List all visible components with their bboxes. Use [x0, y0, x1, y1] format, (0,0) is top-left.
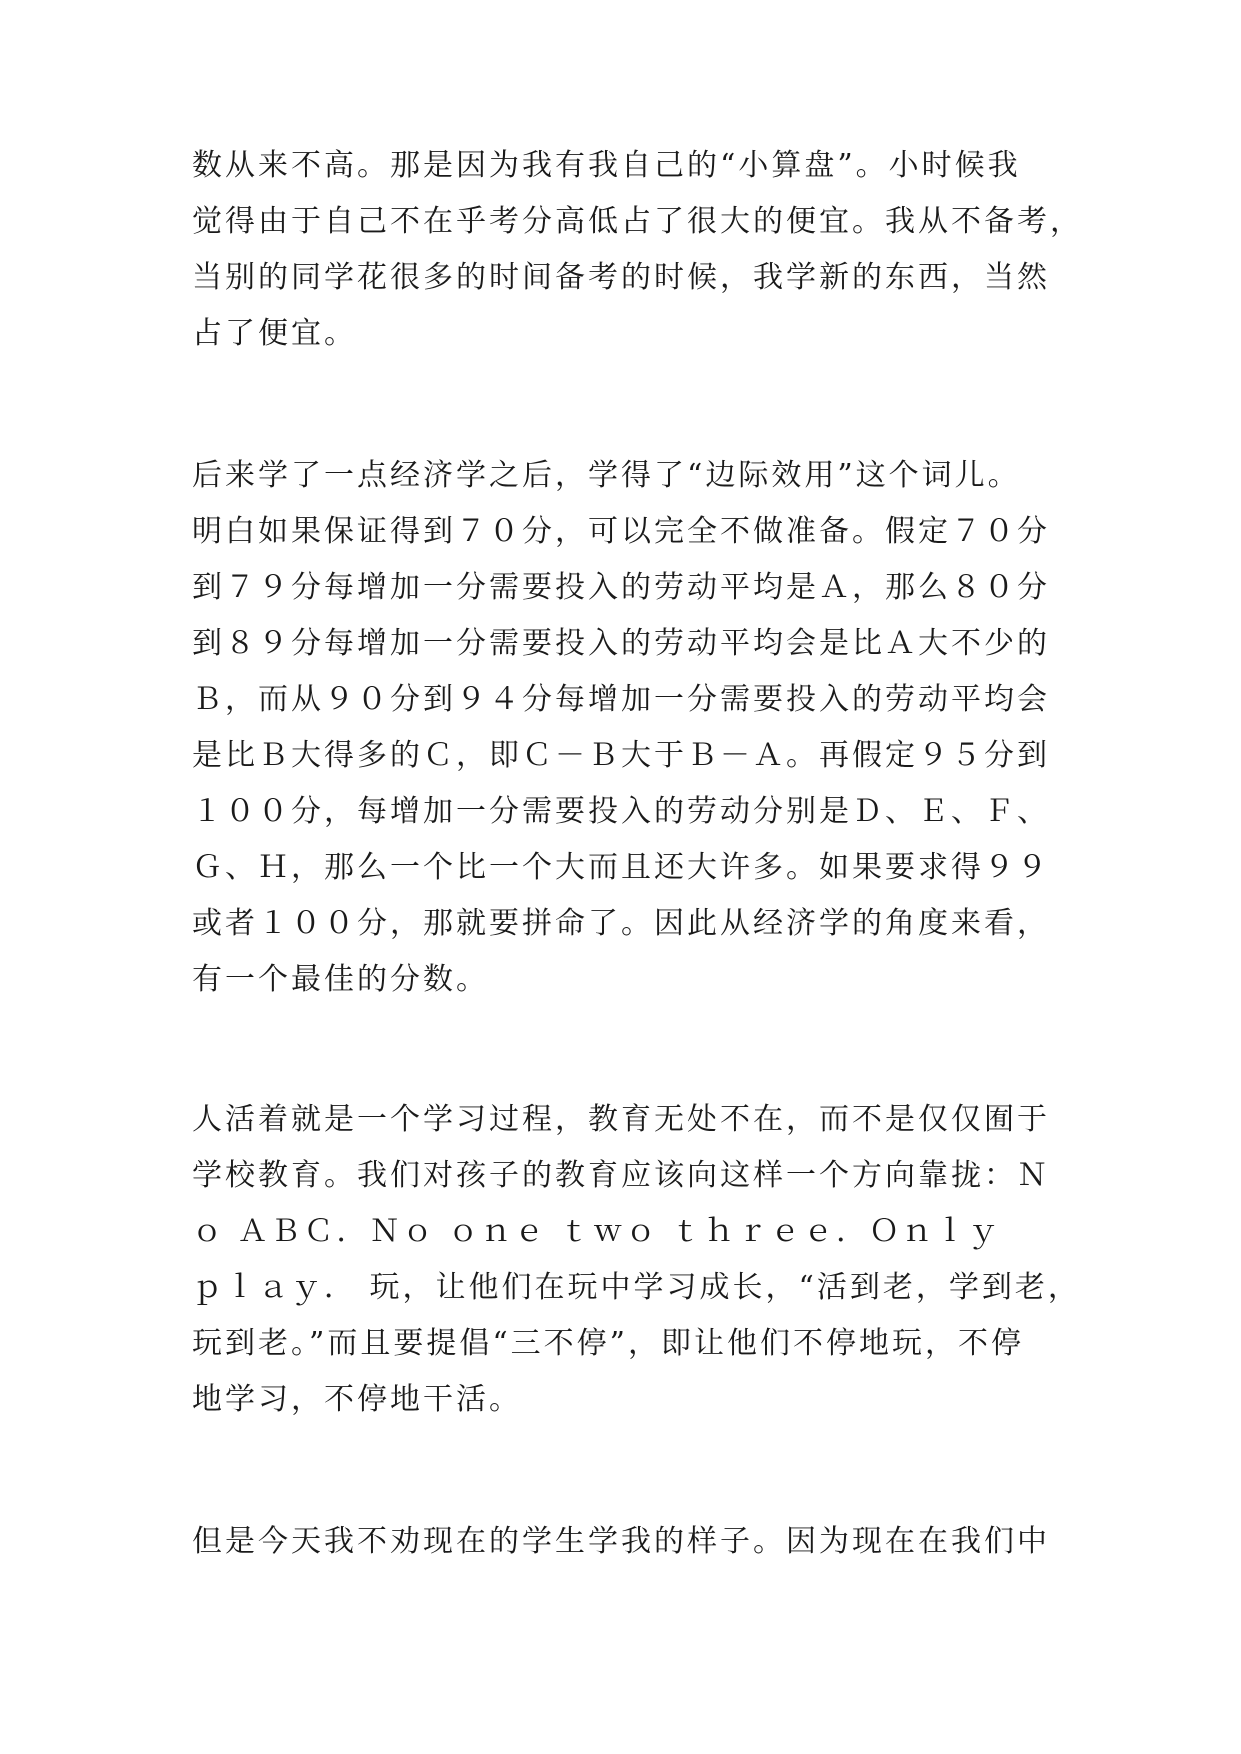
paragraph-1-line-2: 觉得由于自己不在乎考分高低占了很大的便宜。我从不备考， — [192, 204, 1083, 239]
paragraph-2-line-9: 或者１００分，那就要拼命了。因此从经济学的角度来看， — [192, 906, 1050, 941]
paragraph-2-line-4: 到８９分每增加一分需要投入的劳动平均会是比Ａ大不少的 — [192, 626, 1050, 661]
paragraph-3-line-2: 学校教育。我们对孩子的教育应该向这样一个方向靠拢：Ｎ — [192, 1158, 1050, 1193]
paragraph-3-line-5: 玩到老。”而且要提倡“三不停”，即让他们不停地玩，不停 — [192, 1326, 1025, 1361]
paragraph-1-line-3: 当别的同学花很多的时间备考的时候，我学新的东西，当然 — [192, 260, 1050, 295]
paragraph-3-line-6: 地学习，不停地干活。 — [192, 1382, 522, 1417]
paragraph-2-line-6: 是比Ｂ大得多的Ｃ，即Ｃ－Ｂ大于Ｂ－Ａ。再假定９５分到 — [192, 738, 1050, 773]
paragraph-2-line-8: Ｇ、Ｈ，那么一个比一个大而且还大许多。如果要求得９９ — [192, 850, 1050, 885]
paragraph-2-line-7: １００分，每增加一分需要投入的劳动分别是Ｄ、Ｅ、Ｆ、 — [192, 794, 1050, 829]
paragraph-2-line-3: 到７９分每增加一分需要投入的劳动平均是Ａ，那么８０分 — [192, 570, 1050, 605]
paragraph-2-line-2: 明白如果保证得到７０分，可以完全不做准备。假定７０分 — [192, 514, 1050, 549]
paragraph-2-line-5: Ｂ，而从９０分到９４分每增加一分需要投入的劳动平均会 — [192, 682, 1050, 717]
paragraph-2-line-10: 有一个最佳的分数。 — [192, 962, 489, 997]
paragraph-2-line-1: 后来学了一点经济学之后，学得了“边际效用”这个词儿。 — [192, 458, 1021, 493]
paragraph-1-line-1: 数从来不高。那是因为我有我自己的“小算盘”。小时候我 — [192, 148, 1021, 183]
paragraph-3-line-1: 人活着就是一个学习过程，教育无处不在，而不是仅仅囿于 — [192, 1102, 1050, 1137]
paragraph-3-line-4: ｐｌａｙ． 玩，让他们在玩中学习成长，“活到老，学到老， — [192, 1270, 1081, 1305]
paragraph-4-line-1: 但是今天我不劝现在的学生学我的样子。因为现在在我们中 — [192, 1524, 1050, 1559]
paragraph-3-line-3: ｏ ＡＢＣ．Ｎｏ ｏｎｅ ｔｗｏ ｔｈｒｅｅ．Ｏｎｌｙ — [192, 1214, 1002, 1249]
paragraph-1-line-4: 占了便宜。 — [192, 316, 357, 351]
